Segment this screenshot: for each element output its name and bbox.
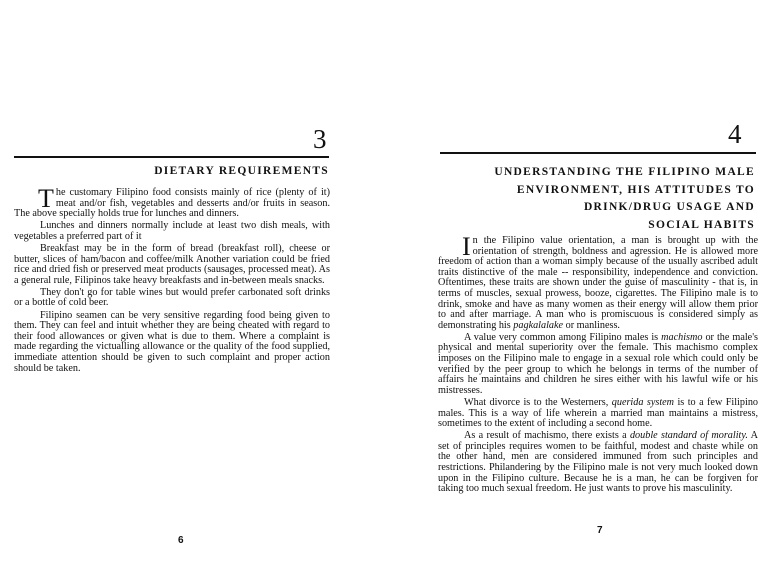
chapter-title-line: ENVIRONMENT, HIS ATTITUDES TO [516,183,755,196]
paragraph [438,232,758,331]
chapter-number: 4 [728,119,742,149]
paragraph: They don't go for table wines but would prefer carbonated soft drinks or a bottle of cold beer. [14,286,330,309]
page-number: 6 [178,535,184,546]
drop-cap: T [38,184,54,213]
paragraph-text: A set of principles requires women to be faithful, modest and chaste while on the other hand, men are considered immuned from such principles and restrictions. Philandering by the Filipino male is not very much looked down upon in the Filipino culture. Because he is a man, he can be forgiven for taking too much sexual freedom. He just wants to prove his masculinity. [438,430,758,495]
chapter-body [14,184,330,376]
chapter-title-line: UNDERSTANDING THE FILIPINO MALE [494,166,755,178]
paragraph [438,333,758,397]
chapter-title-line: DRINK/DRUG USAGE AND [583,201,755,213]
paragraph: Filipino seamen can be very sensitive regarding food being given to them. They can feel and intuit whether they are being cheated with regard to their food allowances or given what is due to them. Where a complaint is made regarding the victualling allowance or the quality of the food supplied, immediate attention should be given to such complaint and proper action should be taken. [14,309,330,374]
chapter-title [445,164,755,234]
paragraph: Breakfast may be in the form of bread (breakfast roll), cheese or butter, slices of ham/bacon and coffee/milk Another variation could be fried rice and dried fish or preserved meat products (sausages, processed meat). As a general rule, Filipinos take heavy breakfasts and in-between meals snacks. [14,242,330,286]
paragraph-text: he customary Filipino food consists mainly of rice (plenty of it) meat and/or fish, vegetables and desserts and/or fruits in season. The above specially holds true for lunches and dinners. [14,187,330,220]
chapter-title: DIETARY REQUIREMENTS [154,165,329,177]
chapter-rule [14,156,329,158]
paragraph-text: is to a few Filipino males. This is a way of life wherein a married man maintains a mistress, sometimes to the extent of including a second home. [438,396,759,430]
chapter-title-line: SOCIAL HABITS [648,218,755,231]
page-number: 7 [597,525,603,536]
paragraph-text: or manliness. [563,319,620,331]
chapter-body [438,232,759,496]
paragraph [438,431,758,495]
paragraph-text: As a result of machismo, there exists a [464,430,630,442]
chapter-rule [440,152,756,154]
paragraph [438,398,758,430]
emphasis-term: double standard of morality. [629,430,748,442]
emphasis-term: querida system [611,396,675,408]
drop-cap: I [462,232,471,261]
emphasis-term: pagkalalake [513,319,564,331]
paragraph-text: What divorce is to the Westerners, [464,396,612,408]
right-page [383,0,766,569]
paragraph-text: A value very common among Filipino males is [464,331,662,343]
paragraph [14,184,330,220]
chapter-number: 3 [313,124,327,154]
emphasis-term: machismo [661,331,703,343]
paragraph-text: or the male's physical and mental superiority over the female. This machismo complex imposes on the Filipino male to engage in a sexual role which could only be verified by the peer group to which he belongs in terms of the number of affairs he maintains and children he sires either with his lawful wife or his mistresses. [438,331,758,396]
paragraph: Lunches and dinners normally include at least two dish meals, with vegetables a preferred part of it [14,220,330,242]
paragraph-text: n the Filipino value orientation, a man is brought up with the orientation of strength, boldness and agression. He is allowed more freedom of action than a woman simply because of the usually ascribed adult traits distinctive of the male -- responsibility, independence and conviction. Oftentimes, these traits are shown under the guise of masculinity - that is, in terms of muscles, sexual prowess, booze, cigarettes. The Filipino male is to drink, smoke and have as many women as their energy will allow them prior to and after marriage. A man who is promiscuous is considered simply as demonstrating his [438,235,758,331]
